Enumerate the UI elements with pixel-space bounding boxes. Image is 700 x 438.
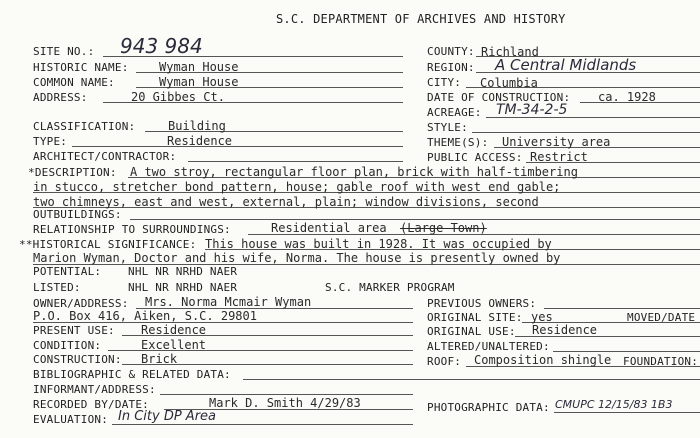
region-label: REGION:: [427, 61, 475, 74]
original-site-value: yes: [531, 310, 553, 324]
significance-text-1: This house was built in 1928. It was occupied by: [205, 237, 552, 251]
county-label: COUNTY:: [427, 45, 475, 58]
acreage-label: ACREAGE:: [427, 106, 482, 119]
public-access-value: Restrict: [530, 150, 588, 164]
owner-address: P.O. Box 416, Aiken, S.C. 29801: [33, 309, 257, 323]
type-value: Residence: [167, 134, 233, 148]
original-use-label: ORIGINAL USE:: [427, 325, 516, 338]
county-value: Richland: [481, 45, 539, 59]
owner-label: OWNER/ADDRESS:: [33, 297, 129, 310]
altered-label: ALTERED/UNALTERED:: [427, 340, 550, 353]
relationship-value: Residential area: [271, 221, 387, 235]
address-value: 20 Gibbes Ct.: [131, 90, 225, 104]
acreage-value: TM-34-2-5: [496, 102, 568, 118]
site-no-value: 943 984: [120, 34, 203, 58]
previous-owners-line: [544, 308, 700, 309]
theme-value: University area: [502, 135, 611, 149]
significance-label: **HISTORICAL SIGNIFICANCE:: [19, 238, 197, 251]
architect-line: [188, 161, 403, 162]
owner-name: Mrs. Norma Mcmair Wyman: [145, 295, 312, 309]
altered-line: [553, 351, 700, 352]
theme-label: THEME(S):: [427, 136, 489, 149]
address-label: ADDRESS:: [33, 91, 88, 104]
photographic-line: [554, 412, 700, 413]
region-value: A Central Midlands: [495, 56, 637, 74]
roof-label: ROOF:: [427, 355, 462, 368]
date-construction-label: DATE OF CONSTRUCTION:: [427, 91, 571, 104]
type-line: [72, 146, 403, 147]
roof-value: Composition shingle: [474, 353, 612, 367]
significance-text-2: Marion Wyman, Doctor and his wife, Norma. The house is presently owned by: [33, 251, 561, 265]
foundation-label: FOUNDATION:: [623, 355, 699, 368]
listed-label: LISTED:: [33, 281, 81, 294]
outbuildings-line: [130, 219, 700, 220]
classification-label: CLASSIFICATION:: [33, 120, 136, 133]
original-site-label: ORIGINAL SITE:: [427, 311, 523, 324]
potential-options: NHL NR NRHD NAER: [128, 265, 238, 278]
common-name-value: Wyman House: [159, 75, 239, 89]
moved-date-label: MOVED/DATE: [627, 311, 696, 324]
condition-label: CONDITION:: [33, 339, 102, 352]
classification-value: Building: [168, 119, 226, 133]
construction-value: Brick: [141, 352, 178, 366]
description-label: *DESCRIPTION:: [28, 166, 117, 179]
common-name-label: COMMON NAME:: [33, 76, 115, 89]
evaluation-label: EVALUATION:: [33, 413, 109, 426]
city-label: CITY:: [427, 76, 462, 89]
site-no-label: SITE NO.:: [33, 45, 95, 58]
original-use-value: Residence: [532, 323, 598, 337]
description-text-1: A two stroy, rectangular floor plan, brick with half-timbering: [130, 165, 578, 179]
informant-label: INFORMANT/ADDRESS:: [33, 383, 156, 396]
biblio-line: [243, 379, 700, 380]
relationship-struck-value: (Large Town): [400, 221, 487, 235]
architect-label: ARCHITECT/CONTRACTOR:: [33, 150, 177, 163]
listed-options: NHL NR NRHD NAER: [128, 281, 238, 294]
relationship-label: RELATIONSHIP TO SURROUNDINGS:: [33, 223, 231, 236]
previous-owners-label: PREVIOUS OWNERS:: [427, 297, 537, 310]
evaluation-value: In City DP Area: [118, 409, 217, 424]
marker-program: S.C. MARKER PROGRAM: [325, 281, 455, 294]
historic-name-label: HISTORIC NAME:: [33, 61, 129, 74]
recorded-label: RECORDED BY/DATE:: [33, 398, 149, 411]
recorded-value: Mark D. Smith 4/29/83: [209, 396, 361, 410]
description-text-2: in stucco, stretcher bond pattern, house; gable roof with west end gable;: [33, 180, 561, 194]
photographic-value: CMUPC 12/15/83 1B3: [555, 398, 673, 411]
present-use-label: PRESENT USE:: [33, 324, 115, 337]
card-title: S.C. DEPARTMENT OF ARCHIVES AND HISTORY: [276, 12, 566, 26]
historic-name-value: Wyman House: [159, 60, 239, 74]
style-line: [472, 132, 700, 133]
public-access-label: PUBLIC ACCESS:: [427, 151, 523, 164]
present-use-value: Residence: [141, 323, 207, 337]
condition-value: Excellent: [141, 338, 207, 352]
city-value: Columbia: [480, 76, 538, 90]
construction-label: CONSTRUCTION:: [33, 353, 122, 366]
informant-line: [160, 394, 413, 395]
description-text-3: two chimneys, east and west, external, plain; window divisions, second: [33, 195, 539, 209]
date-construction-value: ca. 1928: [598, 90, 656, 104]
evaluation-line: [112, 424, 413, 425]
type-label: TYPE:: [33, 135, 68, 148]
outbuildings-label: OUTBUILDINGS:: [33, 208, 122, 221]
potential-label: POTENTIAL:: [33, 265, 102, 278]
biblio-label: BIBLIOGRAPHIC & RELATED DATA:: [33, 368, 231, 381]
style-label: STYLE:: [427, 121, 468, 134]
photographic-label: PHOTOGRAPHIC DATA:: [427, 401, 550, 414]
